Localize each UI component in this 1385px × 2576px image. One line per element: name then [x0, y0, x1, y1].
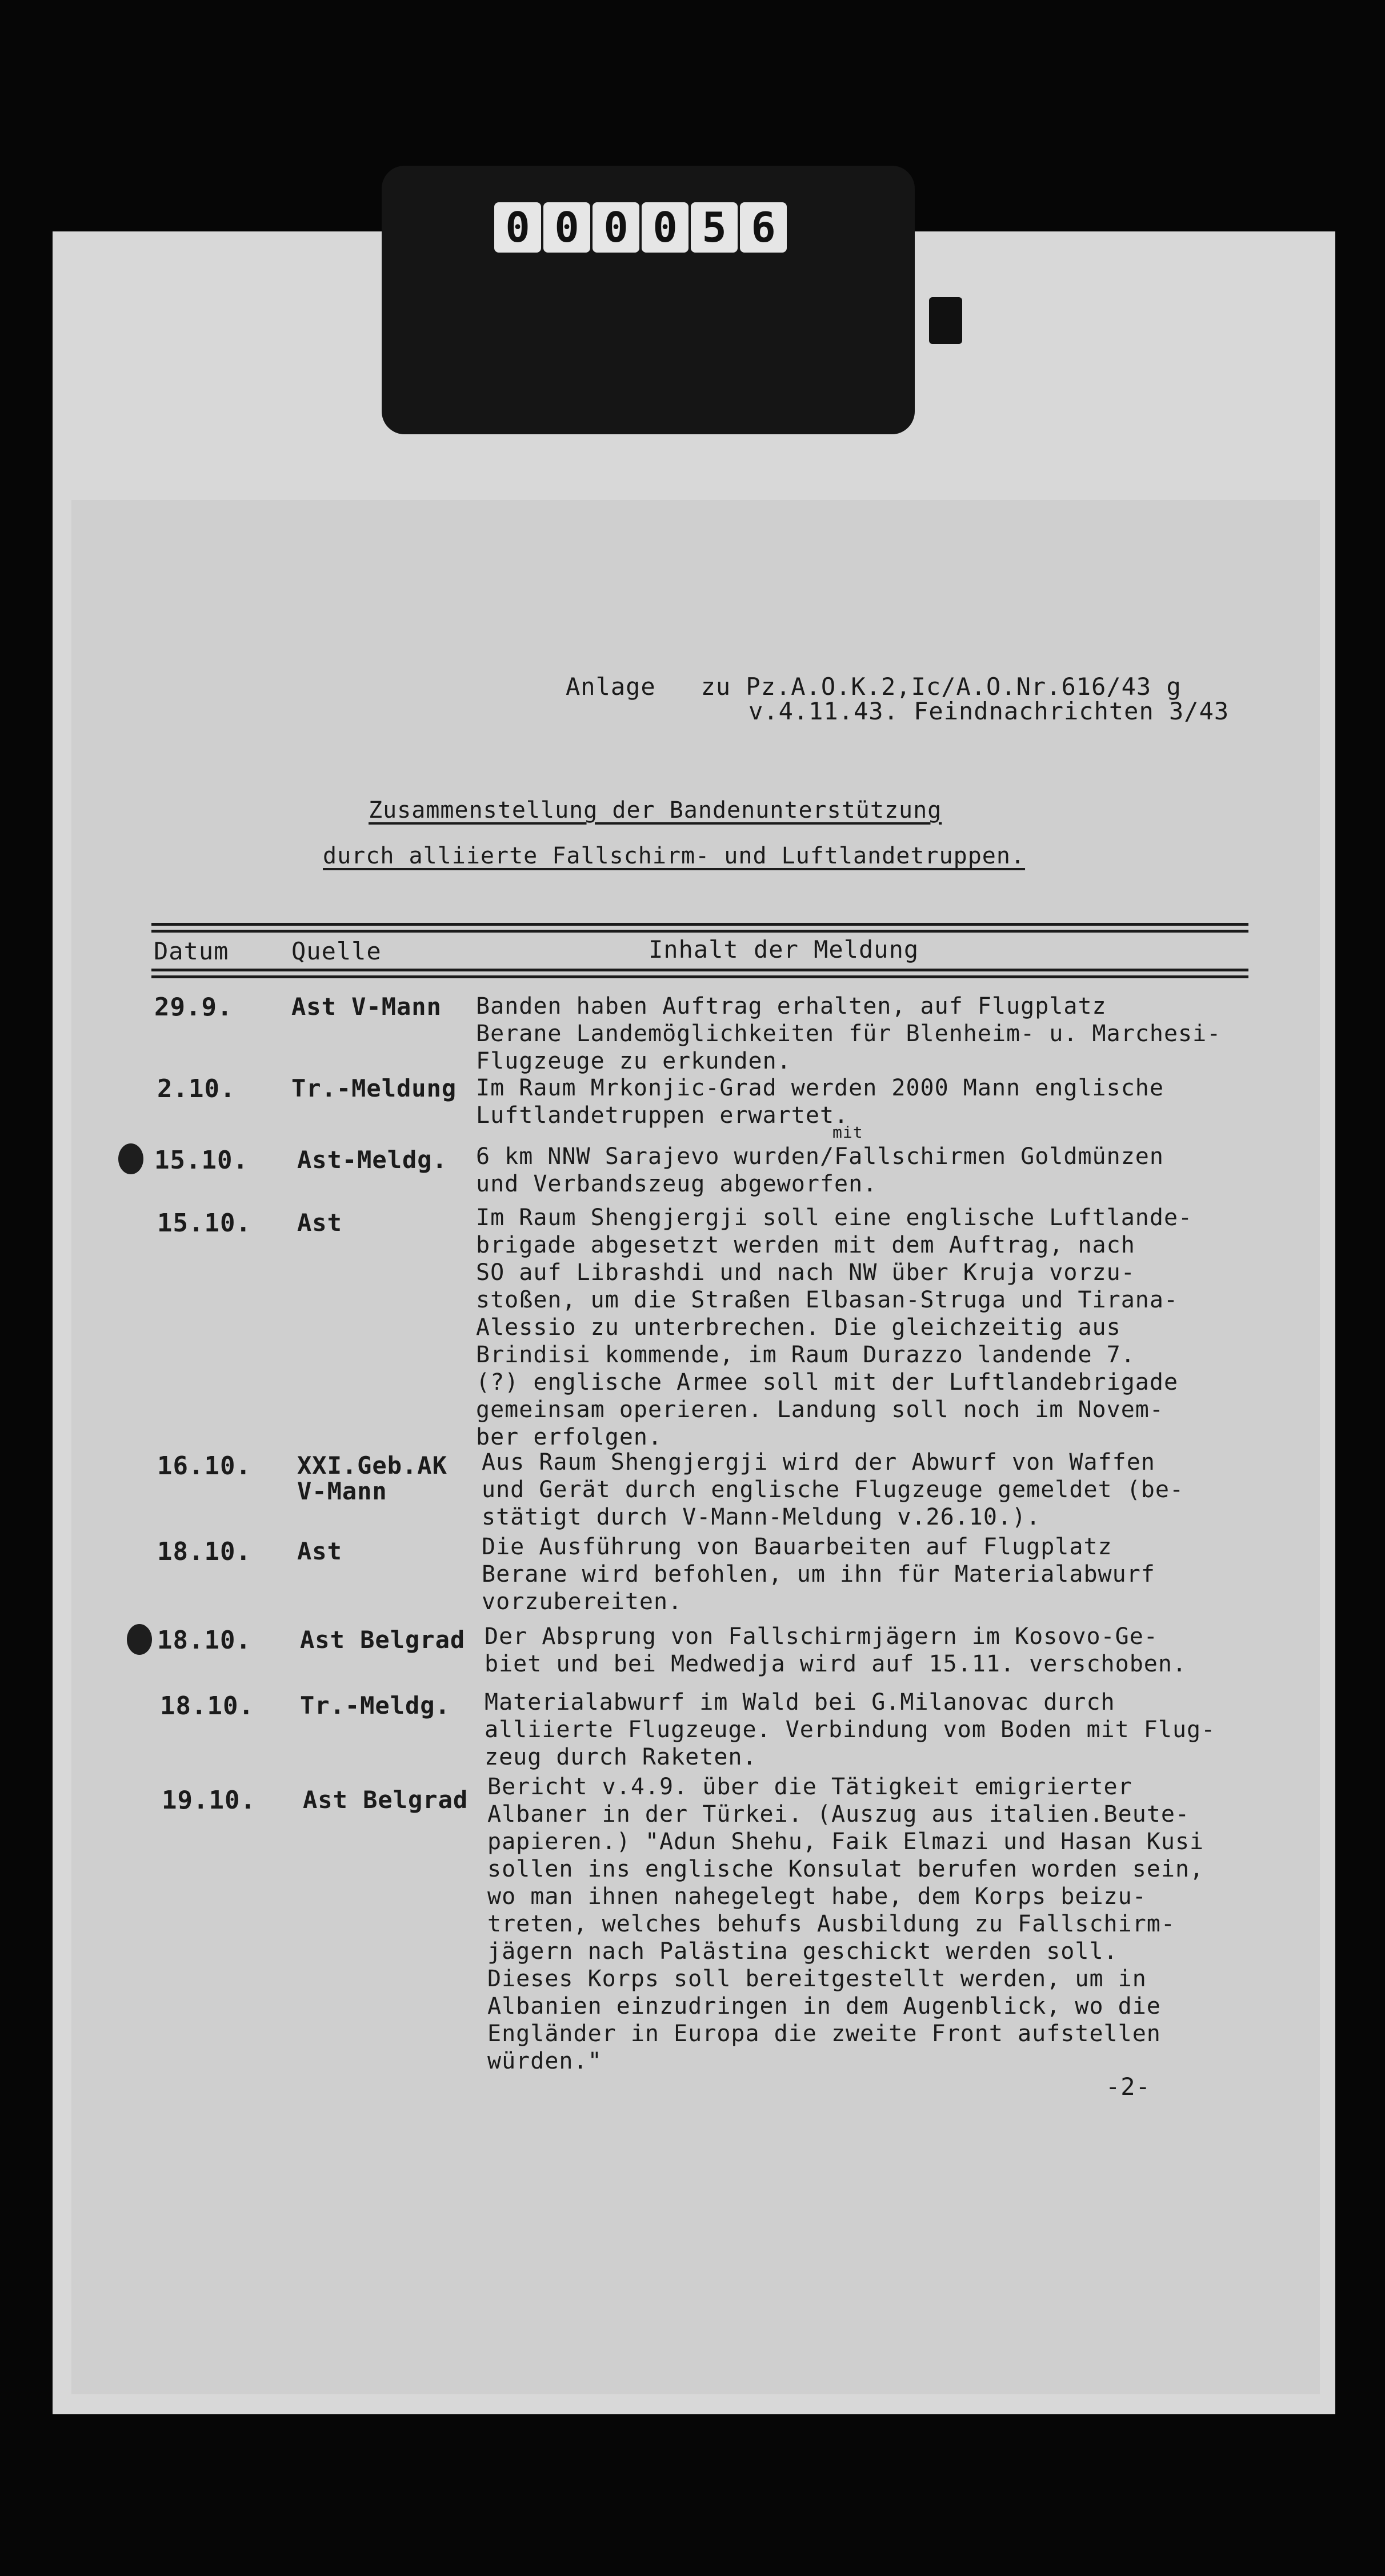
column-header-source: Quelle: [291, 937, 382, 965]
entry-content-line: brigade abgesetzt werden mit dem Auftrag, nach: [476, 1232, 1135, 1258]
entry-content-line: wo man ihnen nahegelegt habe, dem Korps beizu-: [487, 1883, 1147, 1910]
entry-source: Ast: [297, 1537, 342, 1565]
entry-content-line: biet und bei Medwedja wird auf 15.11. verschoben.: [485, 1651, 1187, 1677]
entry-content-line: zeug durch Raketen.: [485, 1744, 757, 1770]
entry-content-line: Der Absprung von Fallschirmjägern im Kosovo-Ge-: [485, 1623, 1158, 1650]
entry-date: 2.10.: [157, 1074, 236, 1103]
entry-date: 18.10.: [157, 1537, 251, 1566]
entry-content-line: Im Raum Shengjergji soll eine englische Luftlande-: [476, 1205, 1193, 1231]
table-top-rule: [151, 930, 1248, 933]
document-title: durch alliierte Fallschirm- und Luftlandetruppen.: [323, 843, 1026, 869]
entry-content-line: vorzubereiten.: [482, 1589, 683, 1615]
column-header-date: Datum: [154, 937, 229, 965]
entry-date: 15.10.: [157, 1209, 251, 1238]
entry-content-line: Aus Raum Shengjergji wird der Abwurf von Waffen: [482, 1449, 1155, 1475]
entry-content-line: Dieses Korps soll bereitgestellt werden, um in: [487, 1966, 1147, 1992]
column-header-content: Inhalt der Meldung: [649, 935, 919, 963]
entry-content-line: Berane Landemöglichkeiten für Blenheim- u. Marchesi-: [476, 1021, 1222, 1047]
punch-hole: [118, 1143, 143, 1174]
entry-content-line: Die Ausführung von Bauarbeiten auf Flugplatz: [482, 1534, 1112, 1560]
entry-content-line: Flugzeuge zu erkunden.: [476, 1048, 791, 1074]
entry-content-line: Albaner in der Türkei. (Auszug aus italien.Beute-: [487, 1801, 1190, 1827]
entry-source: Ast: [297, 1209, 342, 1237]
counter-digit: 0: [593, 202, 639, 253]
counter-digit: 0: [543, 202, 590, 253]
entry-date: 19.10.: [162, 1786, 256, 1815]
entry-content-line: papieren.) "Adun Shehu, Faik Elmazi und Hasan Kusi: [487, 1829, 1204, 1855]
entry-content-line: Im Raum Mrkonjic-Grad werden 2000 Mann englische: [476, 1075, 1164, 1101]
entry-content-line: gemeinsam operieren. Landung soll noch im Novem-: [476, 1397, 1164, 1423]
entry-content-line: Alessio zu unterbrechen. Die gleichzeitig aus: [476, 1314, 1121, 1341]
entry-content-line: würden.": [487, 2048, 602, 2074]
entry-content-line: ber erfolgen.: [476, 1424, 663, 1450]
counter-digit: 0: [642, 202, 689, 253]
entry-content-line: sollen ins englische Konsulat berufen worden sein,: [487, 1856, 1204, 1882]
table-header-rule: [151, 975, 1248, 978]
entry-source: Ast-Meldg.: [297, 1146, 447, 1174]
entry-content-line: (?) englische Armee soll mit der Luftlandebrigade: [476, 1369, 1179, 1395]
entry-date: 18.10.: [160, 1691, 254, 1721]
header-reference-line: Anlage zu Pz.A.O.K.2,Ic/A.O.Nr.616/43 g: [566, 673, 1182, 701]
entry-content-line: treten, welches behufs Ausbildung zu Fallschirm-: [487, 1911, 1175, 1937]
entry-source: Tr.-Meldg.: [300, 1691, 450, 1719]
entry-content-line: Materialabwurf im Wald bei G.Milanovac durch: [485, 1689, 1115, 1715]
entry-content-line: Luftlandetruppen erwartet.: [476, 1102, 849, 1129]
entry-content-line: SO auf Librashdi und nach NW über Kruja vorzu-: [476, 1259, 1135, 1286]
entry-content-line: alliierte Flugzeuge. Verbindung vom Boden mit Flug-: [485, 1717, 1216, 1743]
counter-digit: 6: [740, 202, 787, 253]
entry-content-line: Brindisi kommende, im Raum Durazzo landende 7.: [476, 1342, 1135, 1368]
entry-source: XXI.Geb.AK: [297, 1451, 447, 1479]
entry-date: 29.9.: [154, 993, 233, 1022]
entry-content-line: stätigt durch V-Mann-Meldung v.26.10.).: [482, 1504, 1041, 1530]
entry-source: Ast V-Mann: [291, 993, 442, 1021]
entry-content-line: Berane wird befohlen, um ihn für Materialabwurf: [482, 1561, 1155, 1587]
document-title: Zusammenstellung der Bandenunterstützung: [369, 797, 942, 823]
entry-content-line: jägern nach Palästina geschickt werden soll.: [487, 1938, 1118, 1965]
entry-date: 16.10.: [157, 1451, 251, 1481]
entry-date: 15.10.: [154, 1146, 249, 1175]
entry-content-line: Banden haben Auftrag erhalten, auf Flugplatz: [476, 993, 1107, 1019]
entry-content-line: Albanien einzudringen in dem Augenblick, wo die: [487, 1993, 1161, 2019]
entry-source: Tr.-Meldung: [291, 1074, 457, 1102]
counter-digit: 0: [494, 202, 541, 253]
page-marker: -2-: [1106, 2073, 1151, 2101]
header-reference-line: v.4.11.43. Feindnachrichten 3/43: [748, 697, 1230, 725]
clip-knob: [929, 297, 962, 344]
entry-date: 18.10.: [157, 1626, 251, 1655]
document-page: [71, 500, 1320, 2394]
handwritten-insertion: mit: [832, 1123, 863, 1142]
entry-content-line: Bericht v.4.9. über die Tätigkeit emigrierter: [487, 1774, 1132, 1800]
punch-hole: [127, 1624, 152, 1655]
entry-content-line: und Verbandszeug abgeworfen.: [476, 1171, 878, 1197]
table-header-rule: [151, 969, 1248, 971]
entry-content-line: und Gerät durch englische Flugzeuge gemeldet (be-: [482, 1477, 1184, 1503]
entry-content-line: stoßen, um die Straßen Elbasan-Struga und Tirana-: [476, 1287, 1179, 1313]
counter-digit: 5: [691, 202, 738, 253]
frame-counter: [489, 201, 792, 254]
entry-source: V-Mann: [297, 1477, 387, 1505]
entry-source: Ast Belgrad: [303, 1786, 469, 1814]
entry-content-line: Engländer in Europa die zweite Front aufstellen: [487, 2021, 1161, 2047]
entry-source: Ast Belgrad: [300, 1626, 466, 1654]
entry-content-line: 6 km NNW Sarajevo wurden/Fallschirmen Goldmünzen: [476, 1143, 1164, 1170]
table-top-rule: [151, 923, 1248, 926]
